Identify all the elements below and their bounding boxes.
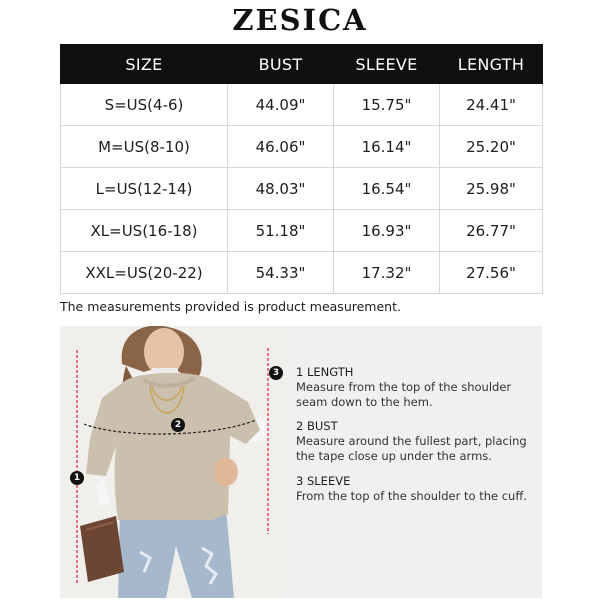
table-header-row (61, 45, 543, 84)
sleeve-cell: 16.14" (334, 126, 440, 168)
size-cell: XL=US(16-18) (61, 210, 228, 252)
bust-guide-title: 2 BUST (296, 419, 338, 433)
length-cell: 27.56" (440, 252, 543, 294)
table-row (61, 168, 543, 210)
size-cell: S=US(4-6) (61, 84, 228, 126)
length-guide (296, 365, 532, 410)
sleeve-marker: 3 (269, 366, 283, 380)
length-cell: 25.20" (440, 126, 543, 168)
table-row (61, 126, 543, 168)
sleeve-guide (296, 474, 532, 504)
sleeve-cell: 16.54" (334, 168, 440, 210)
size-cell: XXL=US(20-22) (61, 252, 228, 294)
size-cell: M=US(8-10) (61, 126, 228, 168)
model-illustration (60, 326, 286, 598)
size-cell: L=US(12-14) (61, 168, 228, 210)
length-cell: 26.77" (440, 210, 543, 252)
model-photo (60, 326, 286, 598)
size-chart-table (60, 44, 543, 294)
sleeve-cell: 15.75" (334, 84, 440, 126)
length-guide-title: 1 LENGTH (296, 365, 354, 379)
column-header-bust: BUST (228, 45, 334, 84)
table-row (61, 84, 543, 126)
bust-cell: 48.03" (228, 168, 334, 210)
brand-logo: ZESICA (232, 3, 368, 37)
bust-cell: 44.09" (228, 84, 334, 126)
sleeve-guide-desc: From the top of the shoulder to the cuff. (296, 489, 527, 503)
column-header-length: LENGTH (440, 45, 543, 84)
bust-guide-desc: Measure around the fullest part, placing the tape close up under the arms. (296, 434, 527, 463)
sleeve-cell: 17.32" (334, 252, 440, 294)
bust-cell: 51.18" (228, 210, 334, 252)
sleeve-cell: 16.93" (334, 210, 440, 252)
bust-cell: 54.33" (228, 252, 334, 294)
sleeve-guide-title: 3 SLEEVE (296, 474, 351, 488)
column-header-size: SIZE (61, 45, 228, 84)
bust-guide (296, 419, 532, 464)
length-guide-desc: Measure from the top of the shoulder seam down to the hem. (296, 380, 512, 409)
length-cell: 25.98" (440, 168, 543, 210)
length-cell: 24.41" (440, 84, 543, 126)
length-marker: 1 (70, 471, 84, 485)
table-row (61, 252, 543, 294)
table-row (61, 210, 543, 252)
bust-marker: 2 (171, 418, 185, 432)
measurement-note: The measurements provided is product measurement. (60, 299, 401, 314)
column-header-sleeve: SLEEVE (334, 45, 440, 84)
bust-cell: 46.06" (228, 126, 334, 168)
